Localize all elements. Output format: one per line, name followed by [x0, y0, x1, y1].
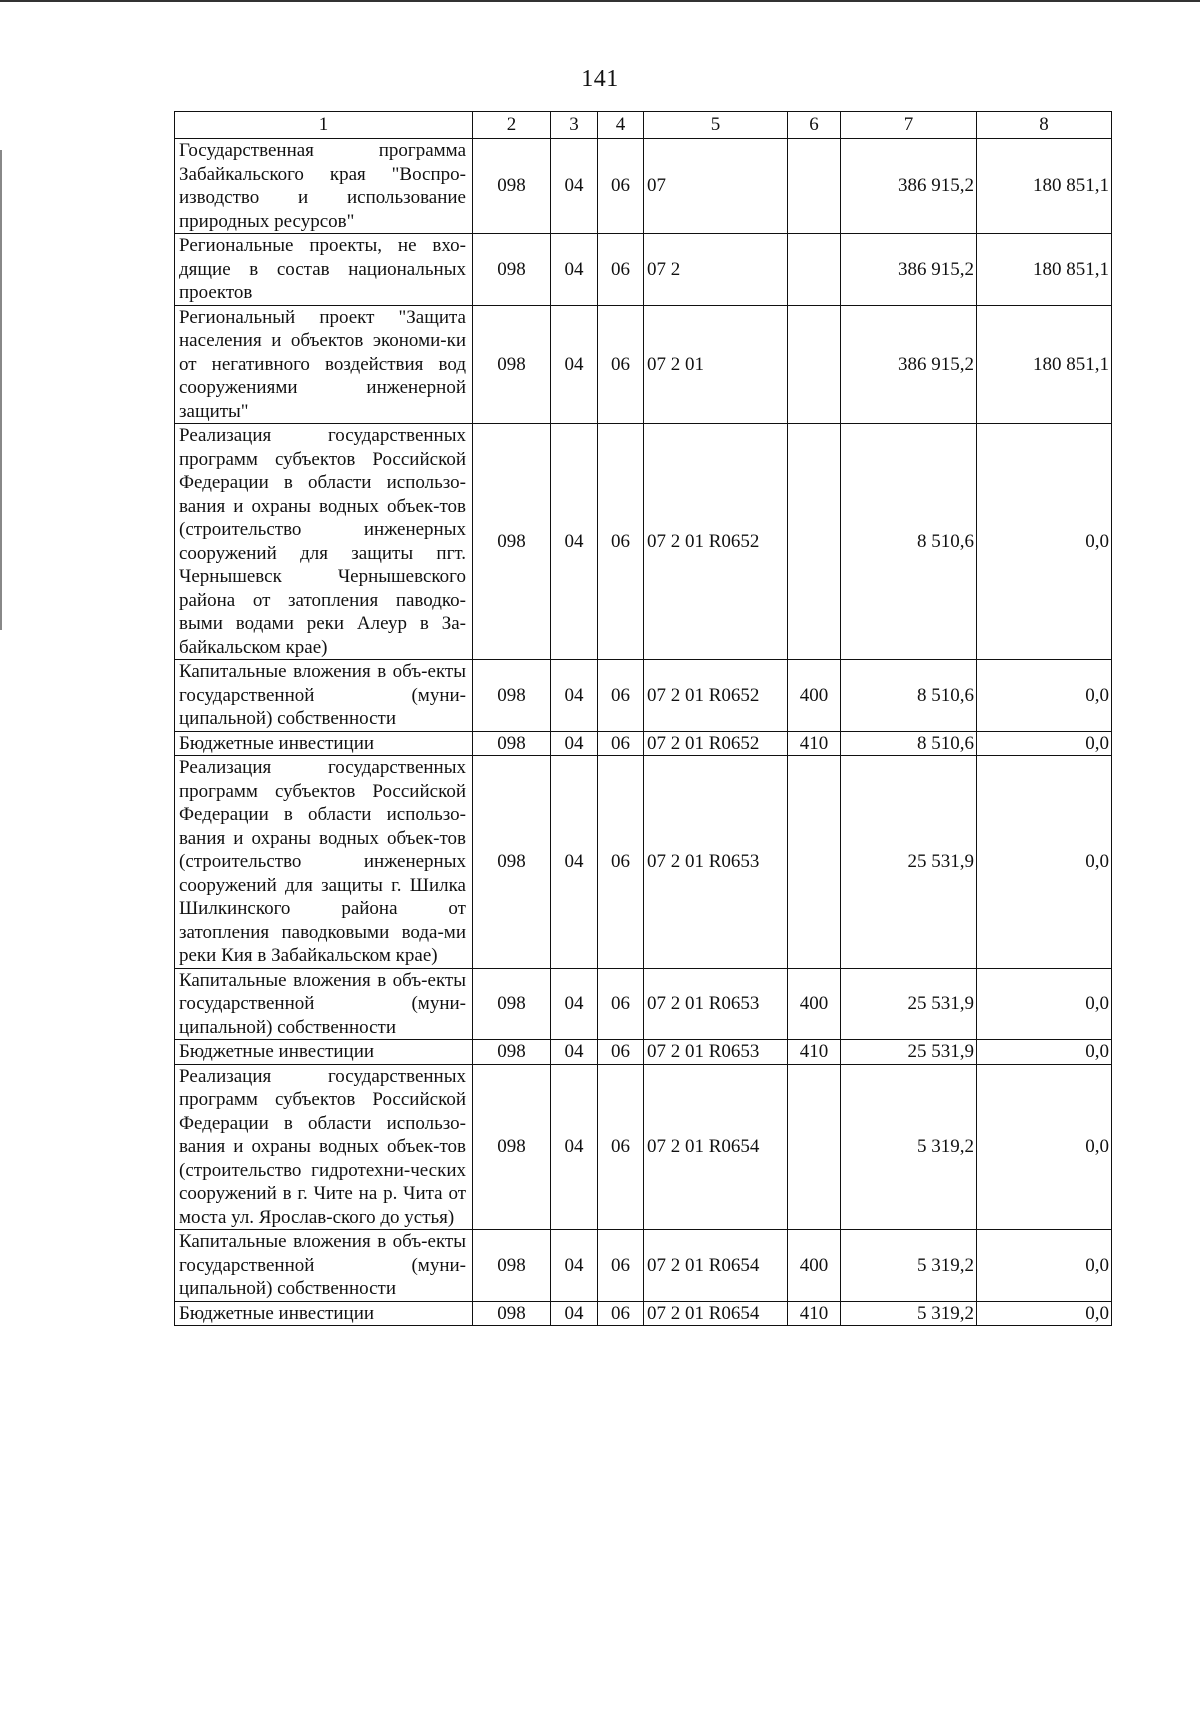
row-name: Государственная программа Забайкальского края "Воспро-изводство и использование природных ресурсов" — [175, 139, 473, 234]
expense-type-code — [788, 305, 841, 424]
subsection-code: 06 — [598, 1040, 644, 1065]
amount-col7: 25 531,9 — [841, 968, 977, 1040]
column-header-5: 5 — [644, 112, 788, 139]
amount-col7: 8 510,6 — [841, 424, 977, 660]
scan-edge-top — [0, 0, 1200, 2]
subsection-code: 06 — [598, 1064, 644, 1230]
page-number: 141 — [581, 66, 619, 92]
amount-col7: 5 319,2 — [841, 1301, 977, 1326]
table-row — [175, 1301, 1112, 1326]
target-article-code: 07 2 01 R0652 — [644, 731, 788, 756]
section-code: 04 — [551, 1040, 598, 1065]
subsection-code: 06 — [598, 731, 644, 756]
subsection-code: 06 — [598, 968, 644, 1040]
target-article-code: 07 2 — [644, 234, 788, 306]
amount-col8: 180 851,1 — [977, 234, 1112, 306]
row-name: Капитальные вложения в объ-екты государственной (муни-ципальной) собственности — [175, 660, 473, 732]
admin-code: 098 — [473, 305, 551, 424]
table-row — [175, 968, 1112, 1040]
subsection-code: 06 — [598, 424, 644, 660]
column-header-1: 1 — [175, 112, 473, 139]
row-name: Капитальные вложения в объ-екты государственной (муни-ципальной) собственности — [175, 968, 473, 1040]
admin-code: 098 — [473, 968, 551, 1040]
column-header-7: 7 — [841, 112, 977, 139]
table-row — [175, 424, 1112, 660]
admin-code: 098 — [473, 424, 551, 660]
expense-type-code: 410 — [788, 1040, 841, 1065]
column-header-3: 3 — [551, 112, 598, 139]
amount-col7: 386 915,2 — [841, 139, 977, 234]
amount-col7: 25 531,9 — [841, 756, 977, 969]
subsection-code: 06 — [598, 234, 644, 306]
section-code: 04 — [551, 660, 598, 732]
amount-col8: 0,0 — [977, 968, 1112, 1040]
row-name: Реализация государственных программ субъектов Российской Федерации в области использо-вания и охраны водных объек-тов (строительство гидротехни-ческих сооружений в г. Чите на р. Чита от моста ул. Ярослав-ского до устья) — [175, 1064, 473, 1230]
section-code: 04 — [551, 731, 598, 756]
admin-code: 098 — [473, 1230, 551, 1302]
subsection-code: 06 — [598, 756, 644, 969]
row-name: Реализация государственных программ субъектов Российской Федерации в области использо-вания и охраны водных объек-тов (строительство инженерных сооружений для защиты г. Шилка Шилкинского района от затопления паводковыми вода-ми реки Кия в Забайкальском крае) — [175, 756, 473, 969]
amount-col8: 0,0 — [977, 1230, 1112, 1302]
subsection-code: 06 — [598, 660, 644, 732]
admin-code: 098 — [473, 1301, 551, 1326]
amount-col8: 0,0 — [977, 756, 1112, 969]
admin-code: 098 — [473, 1040, 551, 1065]
expense-type-code — [788, 234, 841, 306]
section-code: 04 — [551, 139, 598, 234]
table-row — [175, 1230, 1112, 1302]
section-code: 04 — [551, 1301, 598, 1326]
budget-table — [174, 111, 1112, 1326]
row-name: Реализация государственных программ субъектов Российской Федерации в области использо-вания и охраны водных объек-тов (строительство инженерных сооружений для защиты пгт. Чернышевск Чернышевского района от затопления паводко-выми водами реки Алеур в За-байкальском крае) — [175, 424, 473, 660]
amount-col8: 0,0 — [977, 731, 1112, 756]
scan-edge-left — [0, 150, 2, 630]
table-row — [175, 1040, 1112, 1065]
amount-col8: 0,0 — [977, 424, 1112, 660]
target-article-code: 07 2 01 R0654 — [644, 1064, 788, 1230]
expense-type-code — [788, 139, 841, 234]
expense-type-code — [788, 424, 841, 660]
amount-col8: 0,0 — [977, 1064, 1112, 1230]
target-article-code: 07 — [644, 139, 788, 234]
expense-type-code — [788, 1064, 841, 1230]
expense-type-code: 400 — [788, 1230, 841, 1302]
column-header-4: 4 — [598, 112, 644, 139]
row-name: Бюджетные инвестиции — [175, 1301, 473, 1326]
amount-col7: 8 510,6 — [841, 731, 977, 756]
expense-type-code: 400 — [788, 968, 841, 1040]
amount-col7: 8 510,6 — [841, 660, 977, 732]
target-article-code: 07 2 01 — [644, 305, 788, 424]
expense-type-code — [788, 756, 841, 969]
expense-type-code: 410 — [788, 1301, 841, 1326]
amount-col8: 180 851,1 — [977, 139, 1112, 234]
table-body — [175, 112, 1112, 1326]
target-article-code: 07 2 01 R0653 — [644, 968, 788, 1040]
table-row — [175, 660, 1112, 732]
admin-code: 098 — [473, 234, 551, 306]
table-row — [175, 305, 1112, 424]
section-code: 04 — [551, 968, 598, 1040]
table-row — [175, 731, 1112, 756]
admin-code: 098 — [473, 1064, 551, 1230]
amount-col8: 0,0 — [977, 1040, 1112, 1065]
expense-type-code: 410 — [788, 731, 841, 756]
target-article-code: 07 2 01 R0653 — [644, 756, 788, 969]
amount-col7: 386 915,2 — [841, 305, 977, 424]
row-name: Бюджетные инвестиции — [175, 731, 473, 756]
subsection-code: 06 — [598, 1301, 644, 1326]
target-article-code: 07 2 01 R0654 — [644, 1230, 788, 1302]
table-header-row — [175, 112, 1112, 139]
expense-type-code: 400 — [788, 660, 841, 732]
section-code: 04 — [551, 1230, 598, 1302]
table-row — [175, 139, 1112, 234]
amount-col7: 5 319,2 — [841, 1230, 977, 1302]
subsection-code: 06 — [598, 139, 644, 234]
target-article-code: 07 2 01 R0653 — [644, 1040, 788, 1065]
amount-col8: 0,0 — [977, 660, 1112, 732]
column-header-6: 6 — [788, 112, 841, 139]
amount-col8: 0,0 — [977, 1301, 1112, 1326]
row-name: Бюджетные инвестиции — [175, 1040, 473, 1065]
admin-code: 098 — [473, 660, 551, 732]
section-code: 04 — [551, 756, 598, 969]
row-name: Региональные проекты, не вхо-дящие в состав национальных проектов — [175, 234, 473, 306]
amount-col8: 180 851,1 — [977, 305, 1112, 424]
table-row — [175, 1064, 1112, 1230]
section-code: 04 — [551, 424, 598, 660]
target-article-code: 07 2 01 R0654 — [644, 1301, 788, 1326]
table-row — [175, 756, 1112, 969]
section-code: 04 — [551, 234, 598, 306]
row-name: Капитальные вложения в объ-екты государственной (муни-ципальной) собственности — [175, 1230, 473, 1302]
amount-col7: 386 915,2 — [841, 234, 977, 306]
target-article-code: 07 2 01 R0652 — [644, 660, 788, 732]
section-code: 04 — [551, 1064, 598, 1230]
amount-col7: 5 319,2 — [841, 1064, 977, 1230]
amount-col7: 25 531,9 — [841, 1040, 977, 1065]
subsection-code: 06 — [598, 1230, 644, 1302]
target-article-code: 07 2 01 R0652 — [644, 424, 788, 660]
column-header-2: 2 — [473, 112, 551, 139]
admin-code: 098 — [473, 139, 551, 234]
admin-code: 098 — [473, 756, 551, 969]
section-code: 04 — [551, 305, 598, 424]
row-name: Региональный проект "Защита населения и объектов экономи-ки от негативного воздействия вод сооружениями инженерной защиты" — [175, 305, 473, 424]
subsection-code: 06 — [598, 305, 644, 424]
table-row — [175, 234, 1112, 306]
column-header-8: 8 — [977, 112, 1112, 139]
admin-code: 098 — [473, 731, 551, 756]
